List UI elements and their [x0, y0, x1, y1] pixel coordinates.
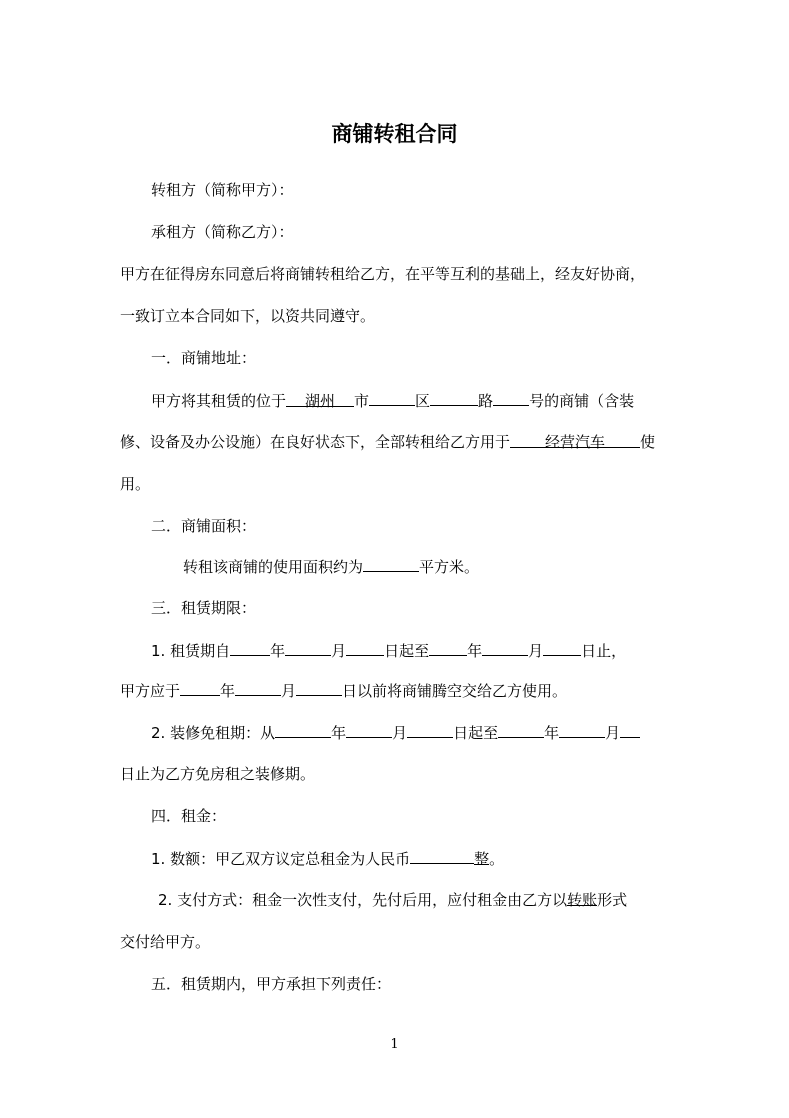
- renovation-line-2: 日止为乙方免房租之装修期。: [120, 765, 316, 783]
- end-month-blank: [482, 640, 528, 656]
- number-blank: [493, 390, 529, 406]
- handover-text-1: 甲方应于: [120, 682, 181, 700]
- lessee-line: 承租方（简称乙方）：: [151, 223, 294, 241]
- year-label: 年: [544, 724, 560, 742]
- payment-line-1: [158, 890, 627, 910]
- section-5-heading: 五．租赁期内，甲方承担下列责任：: [151, 975, 392, 993]
- intro-line-2: 一致订立本合同如下，以资共同遵守。: [120, 307, 376, 325]
- usage-text-1: 修、设备及办公设施）在良好状态下，全部转租给乙方用于: [120, 433, 511, 451]
- end-year-blank: [429, 640, 467, 656]
- renovation-start-year-blank: [275, 722, 331, 738]
- rent-amount-text: 1. 数额：甲乙双方议定总租金为人民币: [151, 850, 411, 868]
- section-2-heading: 二．商铺面积：: [151, 517, 257, 535]
- year-label: 年: [467, 642, 483, 660]
- address-text-2: 市: [354, 392, 370, 410]
- renovation-text-to: 日起至: [453, 724, 499, 742]
- section-4-heading: 四．租金：: [151, 807, 227, 825]
- year-label: 年: [270, 642, 286, 660]
- usage-blank: 经营汽车: [510, 432, 640, 448]
- area-blank: [363, 556, 419, 572]
- handover-text-2: 日以前将商铺腾空交给乙方使用。: [342, 682, 568, 700]
- address-line: [151, 390, 634, 411]
- year-label: 年: [220, 682, 236, 700]
- payment-text-1: 2. 支付方式：租金一次性支付，先付后用，应付租金由乙方以: [158, 891, 568, 909]
- month-label: 月: [331, 642, 347, 660]
- rent-amount-line: [151, 848, 504, 869]
- city-blank: 湖州: [286, 391, 354, 407]
- end-day-blank: [543, 640, 581, 656]
- area-text-1: 转租该商铺的使用面积约为: [183, 558, 364, 576]
- start-day-blank: [346, 640, 384, 656]
- term-text-start: 1. 租赁期自: [151, 642, 231, 660]
- renovation-end-month-blank: [559, 722, 605, 738]
- usage-line: [120, 432, 655, 452]
- rent-amount-whole: 整: [474, 850, 490, 868]
- handover-year-blank: [180, 680, 220, 696]
- rent-amount-end: 。: [489, 850, 505, 868]
- handover-month-blank: [235, 680, 281, 696]
- page-number: 1: [390, 1037, 399, 1052]
- renovation-start-month-blank: [346, 722, 392, 738]
- rent-amount-blank: [410, 848, 474, 864]
- month-label: 月: [528, 642, 544, 660]
- payment-line-2: 交付给甲方。: [120, 933, 211, 951]
- start-month-blank: [285, 640, 331, 656]
- term-line-2: [120, 680, 567, 701]
- area-line: [183, 556, 479, 577]
- year-label: 年: [331, 724, 347, 742]
- handover-day-blank: [296, 680, 342, 696]
- section-3-heading: 三．租赁期限：: [151, 599, 257, 617]
- renovation-end-year-blank: [498, 722, 544, 738]
- address-text-5: 号的商铺（含装: [529, 392, 635, 410]
- start-year-blank: [230, 640, 270, 656]
- usage-text-2: 使: [640, 433, 656, 451]
- intro-line-1: 甲方在征得房东同意后将商铺转租给乙方，在平等互利的基础上，经友好协商，: [120, 265, 646, 283]
- renovation-start-day-blank: [407, 722, 453, 738]
- term-text-to: 日起至: [384, 642, 430, 660]
- term-text-end: 日止，: [581, 642, 627, 660]
- address-text-4: 路: [478, 392, 494, 410]
- payment-method: 转账: [567, 891, 598, 909]
- renovation-text-start: 2. 装修免租期：从: [151, 724, 276, 742]
- month-label: 月: [605, 724, 621, 742]
- payment-text-2: 形式: [597, 891, 628, 909]
- section-1-heading: 一．商铺地址：: [151, 349, 257, 367]
- renovation-end-day-blank: [620, 722, 640, 738]
- road-blank: [430, 390, 478, 406]
- renovation-line-1: [151, 722, 640, 743]
- term-line-1: [151, 640, 626, 661]
- district-blank: [369, 390, 415, 406]
- month-label: 月: [281, 682, 297, 700]
- address-text-1: 甲方将其租赁的位于: [151, 392, 287, 410]
- document-title: 商铺转租合同: [331, 121, 458, 146]
- address-text-3: 区: [415, 392, 431, 410]
- area-text-2: 平方米。: [419, 558, 480, 576]
- month-label: 月: [392, 724, 408, 742]
- usage-line-end: 用。: [120, 475, 151, 493]
- lessor-line: 转租方（简称甲方）：: [151, 181, 294, 199]
